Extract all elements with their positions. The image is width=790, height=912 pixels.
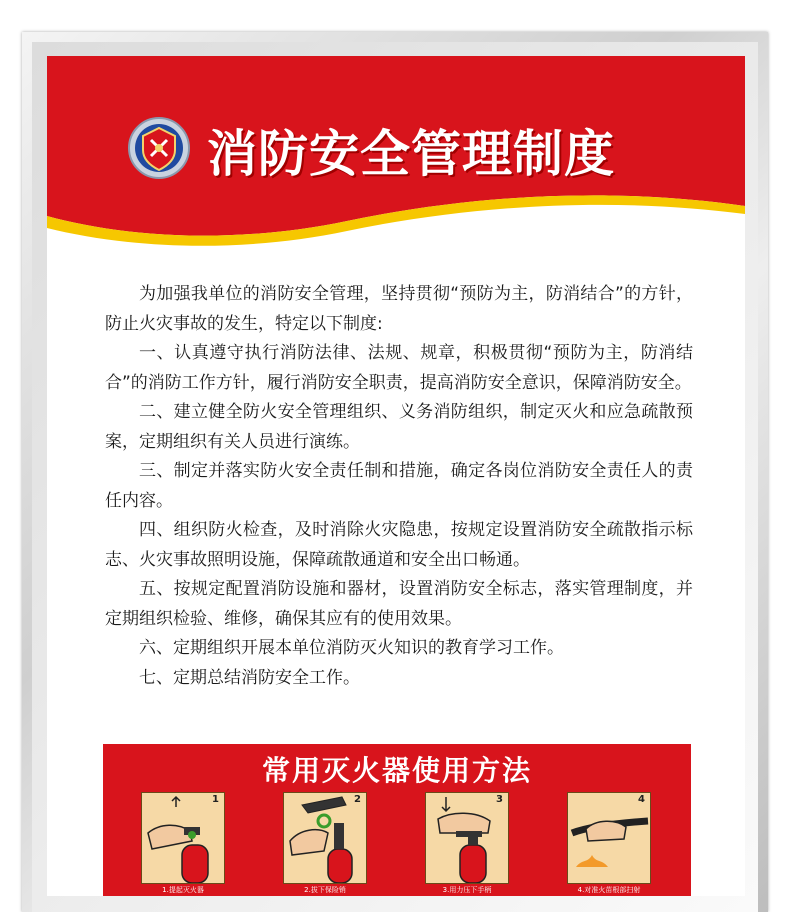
press-handle-icon xyxy=(426,793,508,883)
rule-3: 三、制定并落实防火安全责任制和措施，确定各岗位消防安全责任人的责任内容。 xyxy=(105,461,693,511)
rule-1: 一、认真遵守执行消防法律、法规、规章，积极贯彻“预防为主，防消结合”的消防工作方针，履行消防安全职责，提高消防安全意识，保障消防安全。 xyxy=(105,343,693,393)
step-4 xyxy=(567,792,651,894)
extinguisher-panel xyxy=(103,744,691,896)
extinguisher-steps xyxy=(141,792,677,892)
step-4-number: 4 xyxy=(638,794,645,805)
aim-hose-icon xyxy=(568,793,650,883)
extinguisher-panel-title: 常用灭火器使用方法 xyxy=(261,754,532,787)
rule-4: 四、组织防火检查，及时消除火灾隐患，按规定设置消防安全疏散指示标志、火灾事故照明设施，保障疏散通道和安全出口畅通。 xyxy=(105,520,693,570)
poster-title: 消防安全管理制度 xyxy=(207,124,615,183)
step-3 xyxy=(425,792,509,894)
rule-7: 七、定期总结消防安全工作。 xyxy=(139,667,360,688)
hand-lift-extinguisher-icon xyxy=(142,793,224,883)
regulation-text xyxy=(105,280,693,693)
step-1-caption: 1.提起灭火器 xyxy=(162,886,204,894)
rule-2: 二、建立健全防火安全管理组织、义务消防组织，制定灭火和应急疏散预案，定期组织有关人员进行演练。 xyxy=(105,402,693,452)
fire-rescue-emblem-icon xyxy=(127,116,191,180)
intro-paragraph: 为加强我单位的消防安全管理，坚持贯彻“预防为主，防消结合”的方针，防止火灾事故的发生，特定以下制度: xyxy=(105,284,693,334)
step-2-caption: 2.拔下保险销 xyxy=(304,886,346,894)
step-3-number: 3 xyxy=(496,794,503,805)
step-3-caption: 3.用力压下手柄 xyxy=(442,886,492,894)
poster xyxy=(47,56,745,896)
step-4-caption: 4.对准火苗根部扫射 xyxy=(577,886,641,894)
step-1-number: 1 xyxy=(212,794,219,805)
step-2 xyxy=(283,792,367,894)
rule-5: 五、按规定配置消防设施和器材，设置消防安全标志，落实管理制度，并定期组织检验、维修，确保其应有的使用效果。 xyxy=(105,579,693,629)
step-2-number: 2 xyxy=(354,794,361,805)
step-1 xyxy=(141,792,225,894)
rule-6: 六、定期组织开展本单位消防灭火知识的教育学习工作。 xyxy=(139,638,564,658)
pull-pin-icon xyxy=(284,793,366,883)
